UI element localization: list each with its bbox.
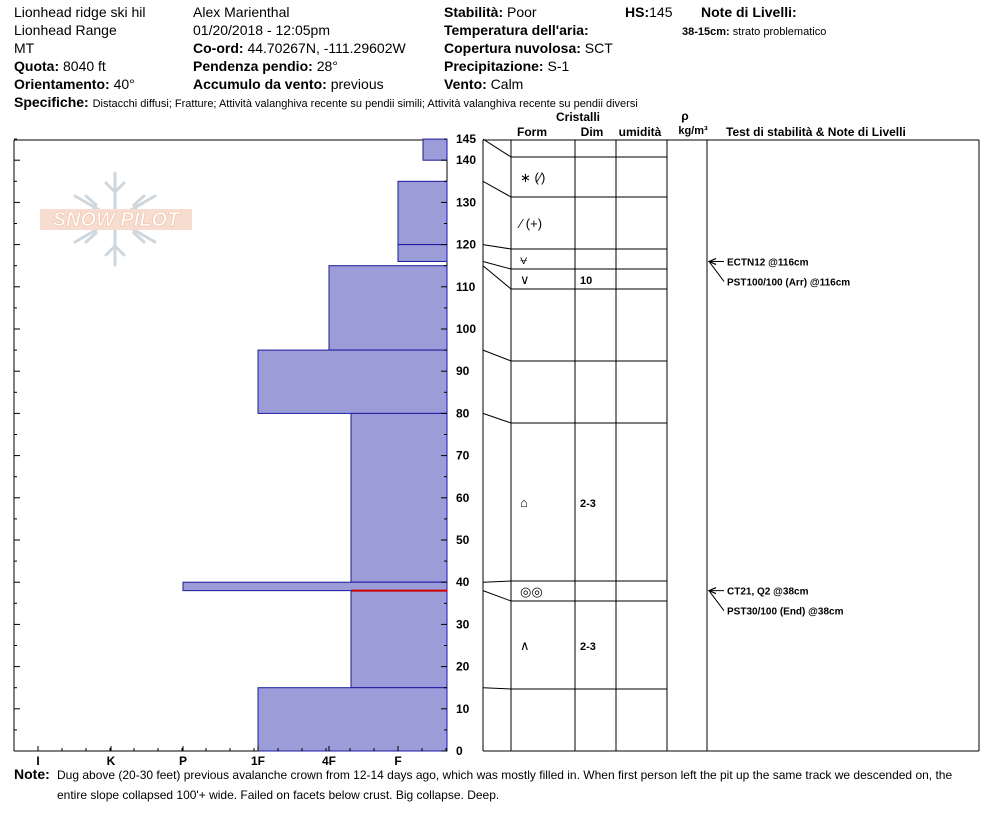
test-leader-line [709,591,724,611]
depth-tick-label: 90 [456,364,470,379]
hardness-bar [258,688,447,751]
datetime: 01/20/2018 - 12:05pm [193,22,330,38]
depth-tick-label: 140 [456,153,477,168]
depth-tick-label: 40 [456,575,470,590]
x-tick-label: 1F [250,754,266,768]
note-line-1: Dug above (20-30 feet) previous avalanche crown from 12-14 days ago, which was mostly filled in. When first person left the pit up the same track we descended on, the [57,768,953,782]
aspect-value: 40° [113,76,135,92]
depth-tick-label: 130 [456,195,477,210]
density-unit-header: kg/m³ [678,125,708,137]
hardness-bar [351,591,447,688]
note-label: Note: [14,766,50,782]
depth-tick-label: 145 [456,132,477,147]
stability-test-label: PST30/100 (End) @38cm [727,606,844,618]
crystal-form: ∗ (⁄) [520,170,546,185]
depth-tick-label: 20 [456,659,470,674]
hardness-bar [329,266,447,350]
hardness-bar [398,245,447,262]
crystal-size: 2-3 [580,498,596,510]
crystal-table [483,109,979,751]
crystal-form: ∧ [520,638,530,653]
hardness-bar [351,413,447,582]
note-line-2: entire slope collapsed 100'+ wide. Failed on facets below crust. Big collapse. Deep. [57,788,500,802]
rho-header: ρ [681,109,689,123]
sky-value: SCT [584,40,613,56]
logo-text: SNOW PILOT [52,209,180,231]
x-tick-label: F [394,754,402,768]
layer-note-range: 38-15cm: [682,26,730,38]
x-tick-label: P [178,754,188,768]
depth-tick-label: 100 [456,322,477,336]
elevation-label: Quota: [14,58,60,74]
stability-tests [709,257,850,617]
stability-test-label: PST100/100 (Arr) @116cm [727,277,851,289]
state: MT [14,40,35,56]
crystal-form: ◎◎ [520,584,543,599]
x-tick-label: I [36,754,40,768]
location: Lionhead ridge ski hil [14,4,146,20]
form-header: Form [517,125,547,139]
depth-tick-label: 30 [456,617,470,632]
stability-label: Stabilità: [444,4,504,20]
aspect-label: Orientamento: [14,76,110,92]
wind-loading-label: Accumulo da vento: [193,76,327,92]
hs-value: 145 [649,4,673,20]
depth-tick-label: 60 [456,490,470,505]
specifics-label: Specifiche: [14,94,89,110]
elevation-value: 8040 ft [63,58,106,74]
depth-tick-label: 80 [456,406,470,421]
crystal-form: ⌂ [520,495,528,510]
depth-tick-label: 110 [456,279,476,294]
stability-value: Poor [507,4,537,20]
stability-test-label: CT21, Q2 @38cm [727,586,809,598]
hardness-bar [423,139,447,160]
range: Lionhead Range [14,22,117,38]
wind-value: Calm [490,76,524,92]
crystal-form: ∨ [520,272,530,287]
depth-tick-label: 10 [456,701,470,716]
stability-test-label: ECTN12 @116cm [727,257,809,269]
hs-label: HS: [625,4,650,20]
hardness-bar [258,350,447,413]
hardness-bars [183,139,447,751]
crystal-size: 10 [580,275,593,287]
coord-label: Co-ord: [193,40,244,56]
hardness-bar [398,181,447,244]
observer: Alex Marienthal [193,4,290,20]
specifics-value: Distacchi diffusi; Fratture; Attività valanghiva recente su pendii simili; Attività valanghiva recente su pendii diversi [92,98,638,110]
layer-notes-title: Note di Livelli: [701,4,797,20]
crystal-size: 2-3 [580,641,596,653]
wind-loading-value: previous [330,76,384,92]
coord-value: 44.70267N, -111.29602W [247,40,406,56]
test-leader-line [709,261,724,281]
depth-tick-label: 50 [456,533,470,547]
hardness-bar [183,582,447,590]
snowpilot-logo [40,173,192,265]
x-tick-label: K [106,754,116,768]
left-ticks [14,139,20,751]
crystals-header: Cristalli [555,110,601,124]
depth-tick-label: 120 [456,237,477,252]
precip-label: Precipitazione: [444,58,544,74]
precip-value: S-1 [547,58,570,74]
size-header: Dim [580,125,604,139]
x-tick-label: 4F [321,754,337,768]
layer-note-text: strato problematico [732,26,827,38]
depth-tick-label: 0 [456,744,463,758]
slope-label: Pendenza pendio: [193,58,313,74]
sky-label: Copertura nuvolosa: [444,40,581,56]
moisture-header: umidità [618,125,662,139]
air-temp-label: Temperatura dell'aria: [444,22,589,38]
slope-value: 28° [316,58,338,74]
wind-label: Vento: [444,76,487,92]
tests-header: Test di stabilità & Note di Livelli [726,125,906,139]
depth-tick-label: 70 [456,448,470,463]
crystal-form: ⁄ (+) [520,216,543,231]
crystal-form: ⩝ [520,252,528,267]
